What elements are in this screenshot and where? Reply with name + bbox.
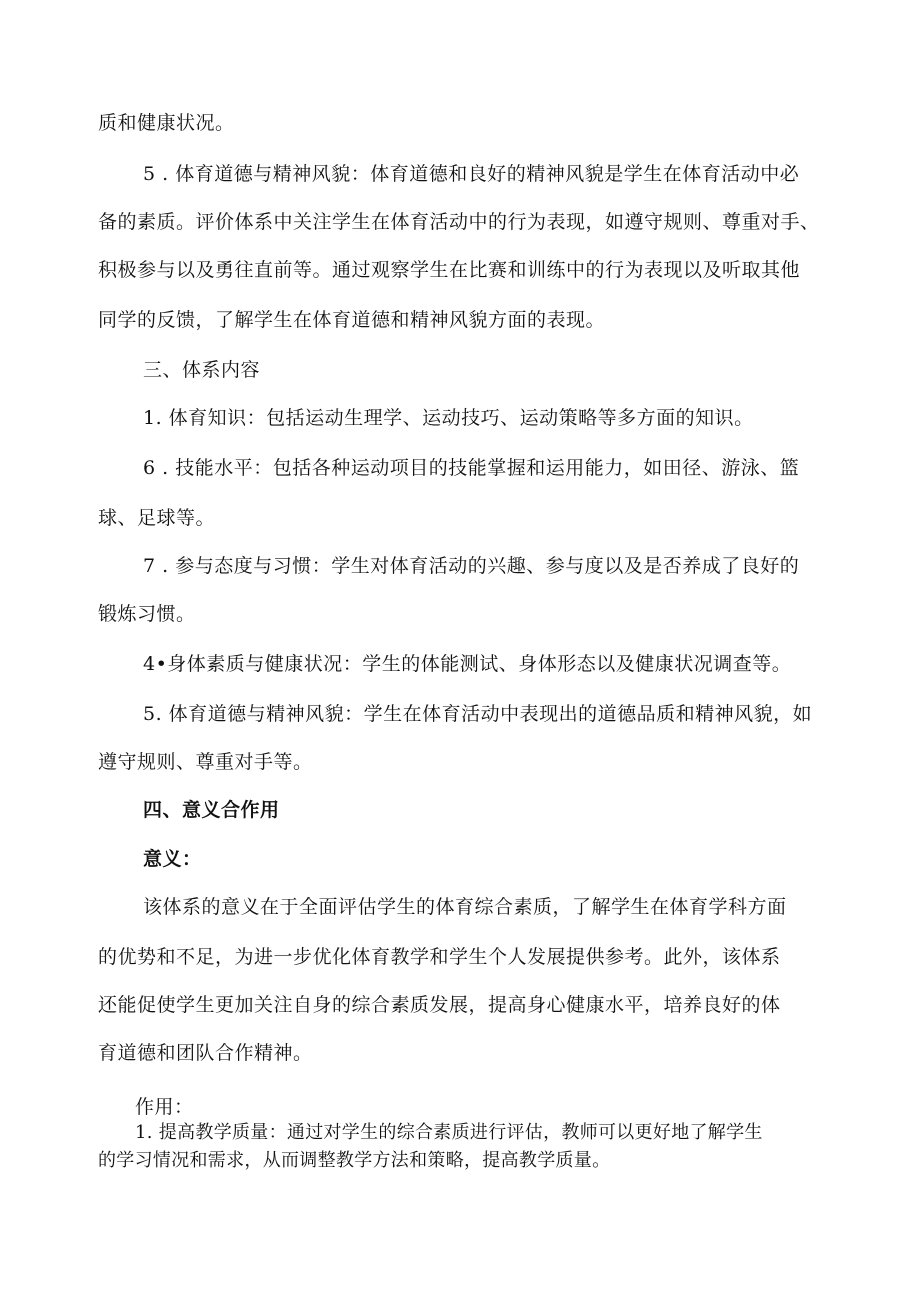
significance-line-2: 的优势和不足，为进一步优化体育教学和学生个人发展提供参考。此外，该体系 — [98, 946, 781, 968]
section-3-heading: 三、体系内容 — [143, 359, 261, 381]
morality-paragraph-line-1: 5 . 体育道德与精神风貌：体育道德和良好的精神风貌是学生在体育活动中必 — [143, 163, 800, 185]
content-item-5-line-2: 遵守规则、尊重对手等。 — [98, 751, 313, 773]
section-4-heading: 四、意义合作用 — [143, 799, 280, 821]
morality-paragraph-line-3: 积极参与以及勇往直前等。通过观察学生在比赛和训练中的行为表现以及听取其他 — [98, 259, 801, 281]
content-item-5-line-1: 5. 体育道德与精神风貌：学生在体育活动中表现出的道德品质和精神风貌，如 — [143, 703, 813, 725]
content-item-2-line-2: 球、足球等。 — [98, 507, 216, 529]
morality-paragraph-line-4: 同学的反馈，了解学生在体育道德和精神风貌方面的表现。 — [98, 309, 606, 331]
significance-line-1: 该体系的意义在于全面评估学生的体育综合素质，了解学生在体育学科方面 — [143, 896, 787, 918]
role-item-1-line-2: 的学习情况和需求，从而调整教学方法和策略，提高教学质量。 — [98, 1150, 611, 1171]
morality-paragraph-line-2: 备的素质。评价体系中关注学生在体育活动中的行为表现，如遵守规则、尊重对手、 — [98, 211, 820, 233]
role-label: 作用： — [135, 1096, 194, 1118]
content-item-4: 4•身体素质与健康状况：学生的体能测试、身体形态以及健康状况调查等。 — [143, 653, 792, 675]
role-item-1-line-1: 1. 提高教学质量：通过对学生的综合素质进行评估，教师可以更好地了解学生 — [135, 1122, 763, 1143]
significance-line-3: 还能促使学生更加关注自身的综合素质发展，提高身心健康水平，培养良好的体 — [98, 994, 781, 1016]
significance-label: 意义： — [143, 848, 202, 870]
content-item-3-line-1: 7 . 参与态度与习惯：学生对体育活动的兴趣、参与度以及是否养成了良好的 — [143, 555, 800, 577]
content-item-2-line-1: 6 . 技能水平：包括各种运动项目的技能掌握和运用能力，如田径、游泳、篮 — [143, 457, 800, 479]
content-item-1: 1. 体育知识：包括运动生理学、运动技巧、运动策略等多方面的知识。 — [143, 407, 754, 429]
continued-text-line: 质和健康状况。 — [98, 112, 235, 134]
significance-line-4: 育道德和团队合作精神。 — [98, 1042, 313, 1064]
content-item-3-line-2: 锻炼习惯。 — [98, 603, 196, 625]
